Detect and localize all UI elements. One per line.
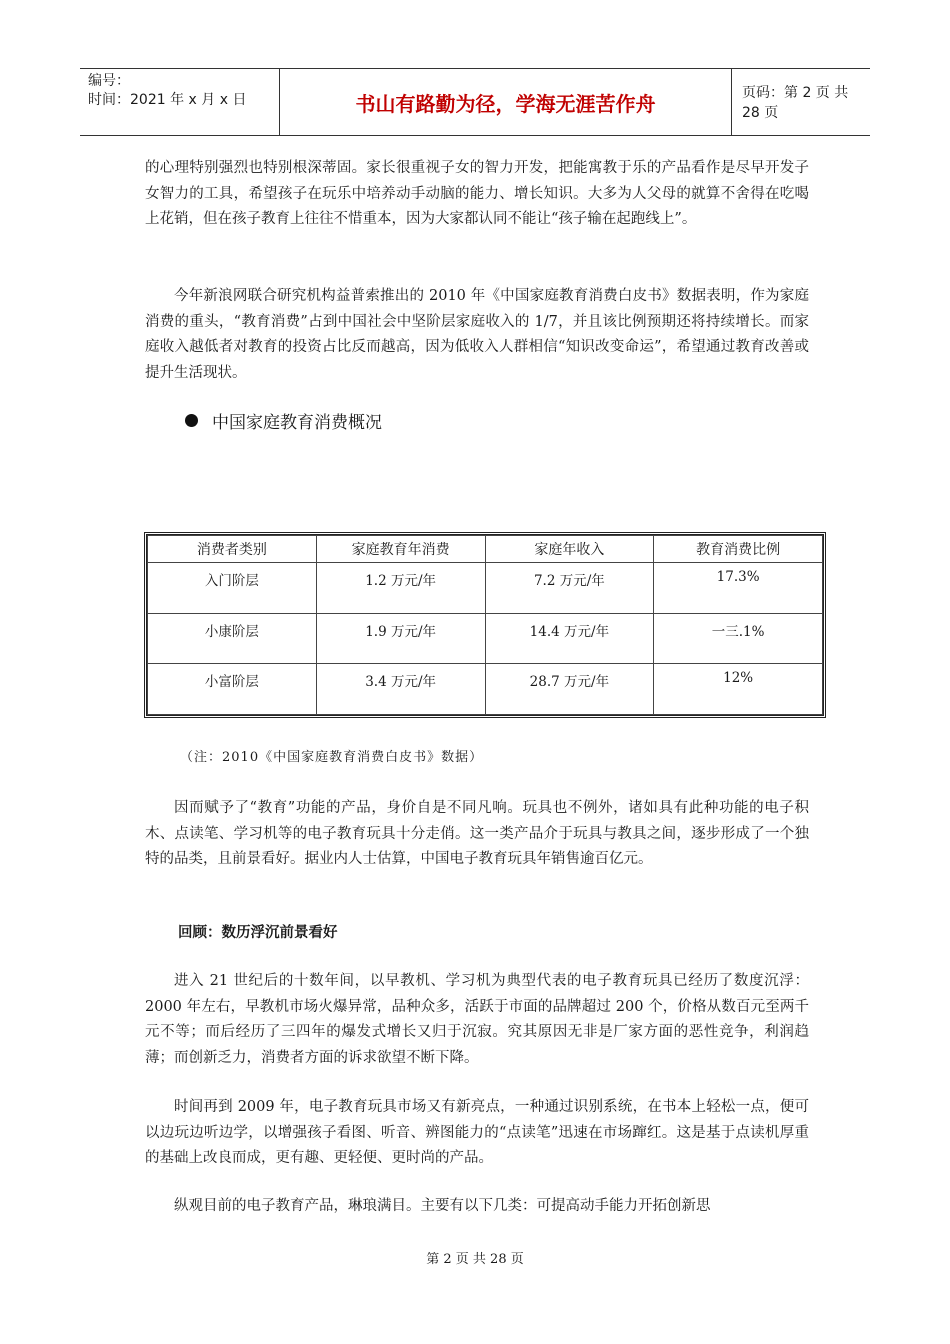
bullet-icon: [185, 414, 198, 427]
table-note: （注：2010《中国家庭教育消费白皮书》数据）: [180, 750, 484, 765]
table-cell: 1.9 万元/年: [316, 613, 485, 664]
header-motto: 书山有路勤为径，学海无涯苦作舟: [280, 69, 732, 135]
paragraph-6: 纵观目前的电子教育产品，琳琅满目。主要有以下几类：可提高动手能力开拓创新思: [174, 1198, 711, 1214]
table-row: [148, 664, 823, 715]
table-cell: 入门阶层: [148, 563, 317, 614]
table-header-row: [148, 536, 823, 563]
table-cell: 28.7 万元/年: [485, 664, 654, 715]
paragraph-1: 的心理特别强烈也特别根深蒂固。家长很重视子女的智力开发，把能寓教于乐的产品看作是尽早开发子女智力的工具，希望孩子在玩乐中培养动手动脑的能力、增长知识。大多为人父母的就算不舍得在吃喝上花销，但在孩子教育上往往不惜重本，因为大家都认同不能让“孩子输在起跑线上”。: [145, 160, 809, 227]
table-header-cell: 消费者类别: [148, 536, 317, 563]
table-cell: 小富阶层: [148, 664, 317, 715]
paragraph-2: 今年新浪网联合研究机构益普索推出的 2010 年《中国家庭教育消费白皮书》数据表明，作为家庭消费的重头，“教育消费”占到中国社会中坚阶层家庭收入的 1/7，并且该比例预期还将持续增长。而家庭收入越低者对教育的投资占比反而越高，因为低收入人群相信“知识改变命运”，希望通过教育改善或提升生活现状。: [145, 288, 809, 381]
table-cell: 17.3%: [654, 563, 823, 614]
header-meta: [80, 69, 280, 135]
table-cell: 12%: [654, 664, 823, 715]
paragraph-5: 时间再到 2009 年，电子教育玩具市场又有新亮点，一种通过识别系统，在书本上轻松一点，便可以边玩边听边学，以增强孩子看图、听音、辨图能力的“点读笔”迅速在市场蹿红。这是基于点读机厚重的基础上改良而成，更有趣、更轻便、更时尚的产品。: [145, 1099, 809, 1166]
paragraph-4: 进入 21 世纪后的十数年间，以早教机、学习机为典型代表的电子教育玩具已经历了数度沉浮：2000 年左右，早教机市场火爆异常，品种众多，活跃于市面的品牌超过 200 个，价格从数百元至两千元不等；而后经历了三四年的爆发式增长又归于沉寂。究其原因无非是厂家方面的恶性竞争，利润趋薄；而创新乏力，消费者方面的诉求欲望不断下降。: [145, 973, 809, 1066]
table-row: [148, 613, 823, 664]
section-heading-text: 中国家庭教育消费概况: [212, 413, 382, 433]
subheading: 回顾：数历浮沉前景看好: [178, 925, 338, 941]
paragraph-3: 因而赋予了“教育”功能的产品，身价自是不同凡响。玩具也不例外，诸如具有此种功能的电子积木、点读笔、学习机等的电子教育玩具十分走俏。这一类产品介于玩具与教具之间，逐步形成了一个独特的品类，且前景看好。据业内人士估算，中国电子教育玩具年销售逾百亿元。: [145, 800, 809, 867]
table-cell: 小康阶层: [148, 613, 317, 664]
page-footer: 第 2 页 共 28 页: [426, 1252, 524, 1267]
table-header-cell: 教育消费比例: [654, 536, 823, 563]
table-cell: 7.2 万元/年: [485, 563, 654, 614]
table-cell: 一三.1%: [654, 613, 823, 664]
header-page-number: 页码：第 2 页 共 28 页: [742, 85, 849, 121]
table-cell: 14.4 万元/年: [485, 613, 654, 664]
table-header-cell: 家庭年收入: [485, 536, 654, 563]
table-header-cell: 家庭教育年消费: [316, 536, 485, 563]
document-date-label: 时间：2021 年 x 月 x 日: [88, 92, 247, 108]
document-number-label: 编号：: [88, 73, 130, 89]
table-cell: 1.2 万元/年: [316, 563, 485, 614]
consumption-table: [144, 532, 826, 718]
table-cell: 3.4 万元/年: [316, 664, 485, 715]
table-row: [148, 563, 823, 614]
section-heading: [185, 408, 382, 433]
page-header: [80, 68, 870, 136]
